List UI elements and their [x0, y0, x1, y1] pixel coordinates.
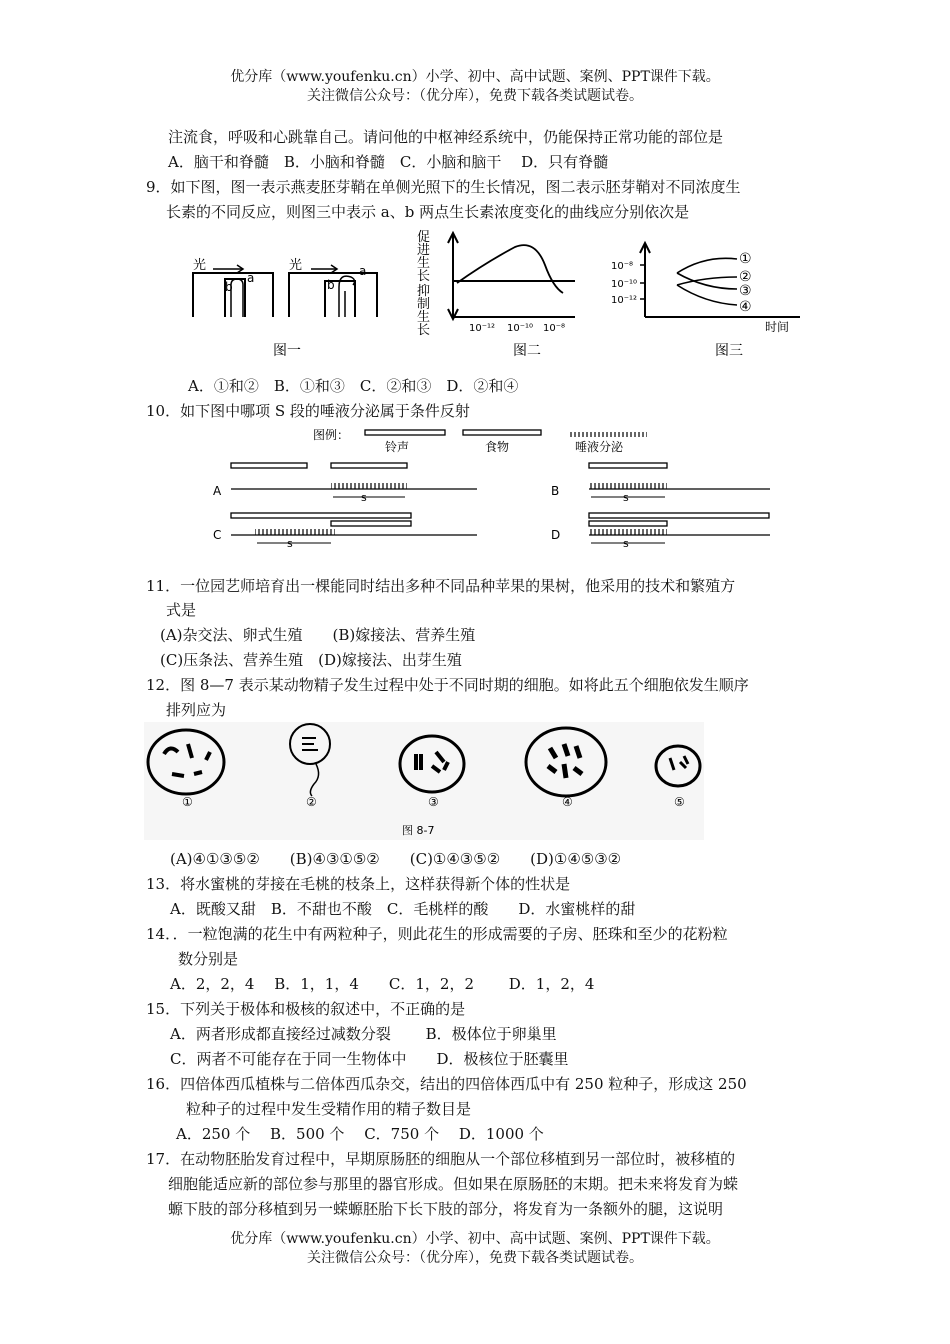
legend-title: 图例：	[313, 428, 350, 442]
legend-food-label: 食物	[485, 440, 510, 454]
q13-options: A．既酸又甜 B．不甜也不酸 C．毛桃样的酸 D．水蜜桃样的甜	[170, 900, 636, 918]
legend-bell-bar	[365, 430, 445, 435]
panel-a-label: A	[213, 484, 222, 498]
q9-stem-1: 9．如下图，图一表示燕麦胚芽鞘在单侧光照下的生长情况，图二表示胚芽鞘对不同浓度生	[146, 178, 741, 196]
fig2-tick-3: 10⁻⁸	[543, 323, 566, 334]
fig2-inhibit-label-4: 长	[417, 323, 431, 338]
q11-options-2: (C)压条法、营养生殖 (D)嫁接法、出芽生殖	[160, 651, 462, 669]
fig2-promote-label-4: 长	[417, 269, 431, 284]
q17-stem-3: 螈下肢的部分移植到另一蝾螈胚胎下长下肢的部分，将发育为一条额外的腿，这说明	[168, 1200, 724, 1218]
q10-stem: 10．如下图中哪项 S 段的唾液分泌属于条件反射	[146, 402, 470, 420]
legend-food-bar	[463, 430, 541, 435]
q14-options: A．2，2，4 B．1，1，4 C．1，2，2 D．1，2，4	[170, 975, 595, 993]
cell-label-1: ①	[182, 795, 193, 809]
fig2-auxin-response-graph	[448, 233, 575, 319]
q13-stem: 13．将水蜜桃的芽接在毛桃的枝条上，这样获得新个体的性状是	[146, 875, 571, 893]
fig2-tick-1: 10⁻¹²	[469, 323, 496, 334]
fig1-point-b: b	[225, 280, 233, 294]
fig2-inhibit-label-1: 抑	[417, 284, 431, 299]
fig2-inhibit-label-2: 制	[417, 297, 431, 312]
fig3-caption: 图三	[715, 343, 743, 359]
q10-reflex-diagram	[205, 425, 785, 553]
panel-d-s: s	[623, 537, 629, 550]
legend-saliva-bar	[569, 432, 647, 437]
q9-stem-2: 长素的不同反应，则图三中表示 a、b 两点生长素浓度变化的曲线应分别依次是	[166, 203, 690, 221]
q14-stem-1: 14．．一粒饱满的花生中有两粒种子，则此花生的形成需要的子房、胚珠和至少的花粉粒	[146, 925, 728, 943]
panel-b-label: B	[551, 484, 560, 498]
fig3-ylabel-1: 10⁻⁸	[611, 261, 634, 272]
fig3-curve-3: ③	[739, 283, 752, 299]
fig2-inhibit-label-3: 生	[417, 310, 431, 325]
fig2-caption: 图二	[513, 343, 541, 359]
q11-stem-1: 11．一位园艺师培育出一棵能同时结出多种不同品种苹果的果树，他采用的技术和繁殖方	[146, 577, 736, 595]
q15-options-1: A．两者形成都直接经过减数分裂 B．极体位于卵巢里	[170, 1025, 557, 1043]
q16-stem-1: 16．四倍体西瓜植株与二倍体西瓜杂交，结出的四倍体西瓜中有 250 粒种子，形成这 250	[146, 1075, 747, 1093]
fig2-tick-2: 10⁻¹⁰	[507, 323, 534, 334]
fig1-caption: 图一	[273, 343, 301, 359]
q11-options-1: (A)杂交法、卵式生殖 (B)嫁接法、营养生殖	[160, 626, 476, 644]
cell-label-5: ⑤	[674, 795, 685, 809]
q8-options: A．脑干和脊髓 B．小脑和脊髓 C．小脑和脑干 D．只有脊髓	[168, 153, 609, 171]
fig3-curve-4: ④	[739, 299, 752, 315]
fig3-ylabel-3: 10⁻¹²	[611, 295, 638, 306]
panel-c-s: s	[287, 537, 293, 550]
fig3-ylabel-2: 10⁻¹⁰	[611, 279, 638, 290]
q9-options: A．①和② B．①和③ C．②和③ D．②和④	[188, 377, 519, 395]
panel-d-label: D	[551, 528, 561, 542]
fig1-point-a: a	[247, 271, 255, 285]
cell-label-3: ③	[428, 795, 439, 809]
page-footer-line2: 关注微信公众号：（优分库），免费下载各类试题试卷。	[307, 1250, 643, 1266]
fig3-curve-2: ②	[739, 269, 752, 285]
q14-stem-2: 数分别是	[178, 950, 239, 968]
panel-b-s: s	[623, 491, 629, 504]
page-footer-line1: 优分库（www.youfenku.cn）小学、初中、高中试题、案例、PPT课件下载。	[230, 1231, 720, 1247]
legend-bell-label: 铃声	[385, 440, 410, 454]
q16-options: A．250 个 B．500 个 C．750 个 D．1000 个	[176, 1125, 544, 1143]
fig1-light-label-2: 光	[289, 258, 303, 273]
legend-saliva-label: 唾液分泌	[575, 440, 624, 454]
q12-cell-figure	[144, 722, 704, 840]
q11-stem-2: 式是	[166, 601, 197, 619]
page-header-line1: 优分库（www.youfenku.cn）小学、初中、高中试题、案例、PPT课件下载。	[230, 69, 720, 85]
q15-options-2: C．两者不可能存在于同一生物体中 D．极核位于胚囊里	[170, 1050, 569, 1068]
q9-figures	[185, 225, 815, 365]
fig3-curve-1: ①	[739, 251, 752, 267]
panel-a-s: s	[361, 491, 367, 504]
q8-stem: 注流食，呼吸和心跳靠自己。请问他的中枢神经系统中，仍能保持正常功能的部位是	[168, 128, 724, 146]
q12-stem-2: 排列应为	[166, 701, 227, 719]
fig1-point-a-2: a	[359, 264, 367, 278]
fig1-coleoptile-diagram	[185, 265, 385, 317]
fig2-promote-label-1: 促	[417, 230, 431, 245]
fig1-light-label: 光	[193, 258, 207, 273]
q17-stem-2: 细胞能适应新的部位参与那里的器官形成。但如果在原肠胚的末期。把未来将发育为蝾	[168, 1175, 739, 1193]
q12-figure-caption: 图 8-7	[402, 824, 435, 837]
q16-stem-2: 粒种子的过程中发生受精作用的精子数目是	[186, 1100, 472, 1118]
page-header-line2: 关注微信公众号：（优分库），免费下载各类试题试卷。	[307, 88, 643, 104]
fig3-concentration-time-graph	[640, 243, 800, 317]
q17-stem-1: 17．在动物胚胎发育过程中，早期原肠胚的细胞从一个部位移植到另一部位时，被移植的	[146, 1150, 736, 1168]
q12-options: (A)④①③⑤② (B)④③①⑤② (C)①④③⑤② (D)①④⑤③②	[170, 850, 622, 868]
fig2-promote-label-3: 生	[417, 256, 431, 271]
cell-label-4: ④	[562, 795, 573, 809]
q12-stem-1: 12．图 8—7 表示某动物精子发生过程中处于不同时期的细胞。如将此五个细胞依发生顺序	[146, 676, 749, 694]
q15-stem: 15．下列关于极体和极核的叙述中，不正确的是	[146, 1000, 466, 1018]
panel-c-label: C	[213, 528, 222, 542]
fig1-point-b-2: b	[327, 278, 335, 292]
fig3-xlabel: 时间	[765, 320, 790, 334]
cell-label-2: ②	[306, 795, 317, 809]
fig2-promote-label-2: 进	[417, 243, 431, 258]
